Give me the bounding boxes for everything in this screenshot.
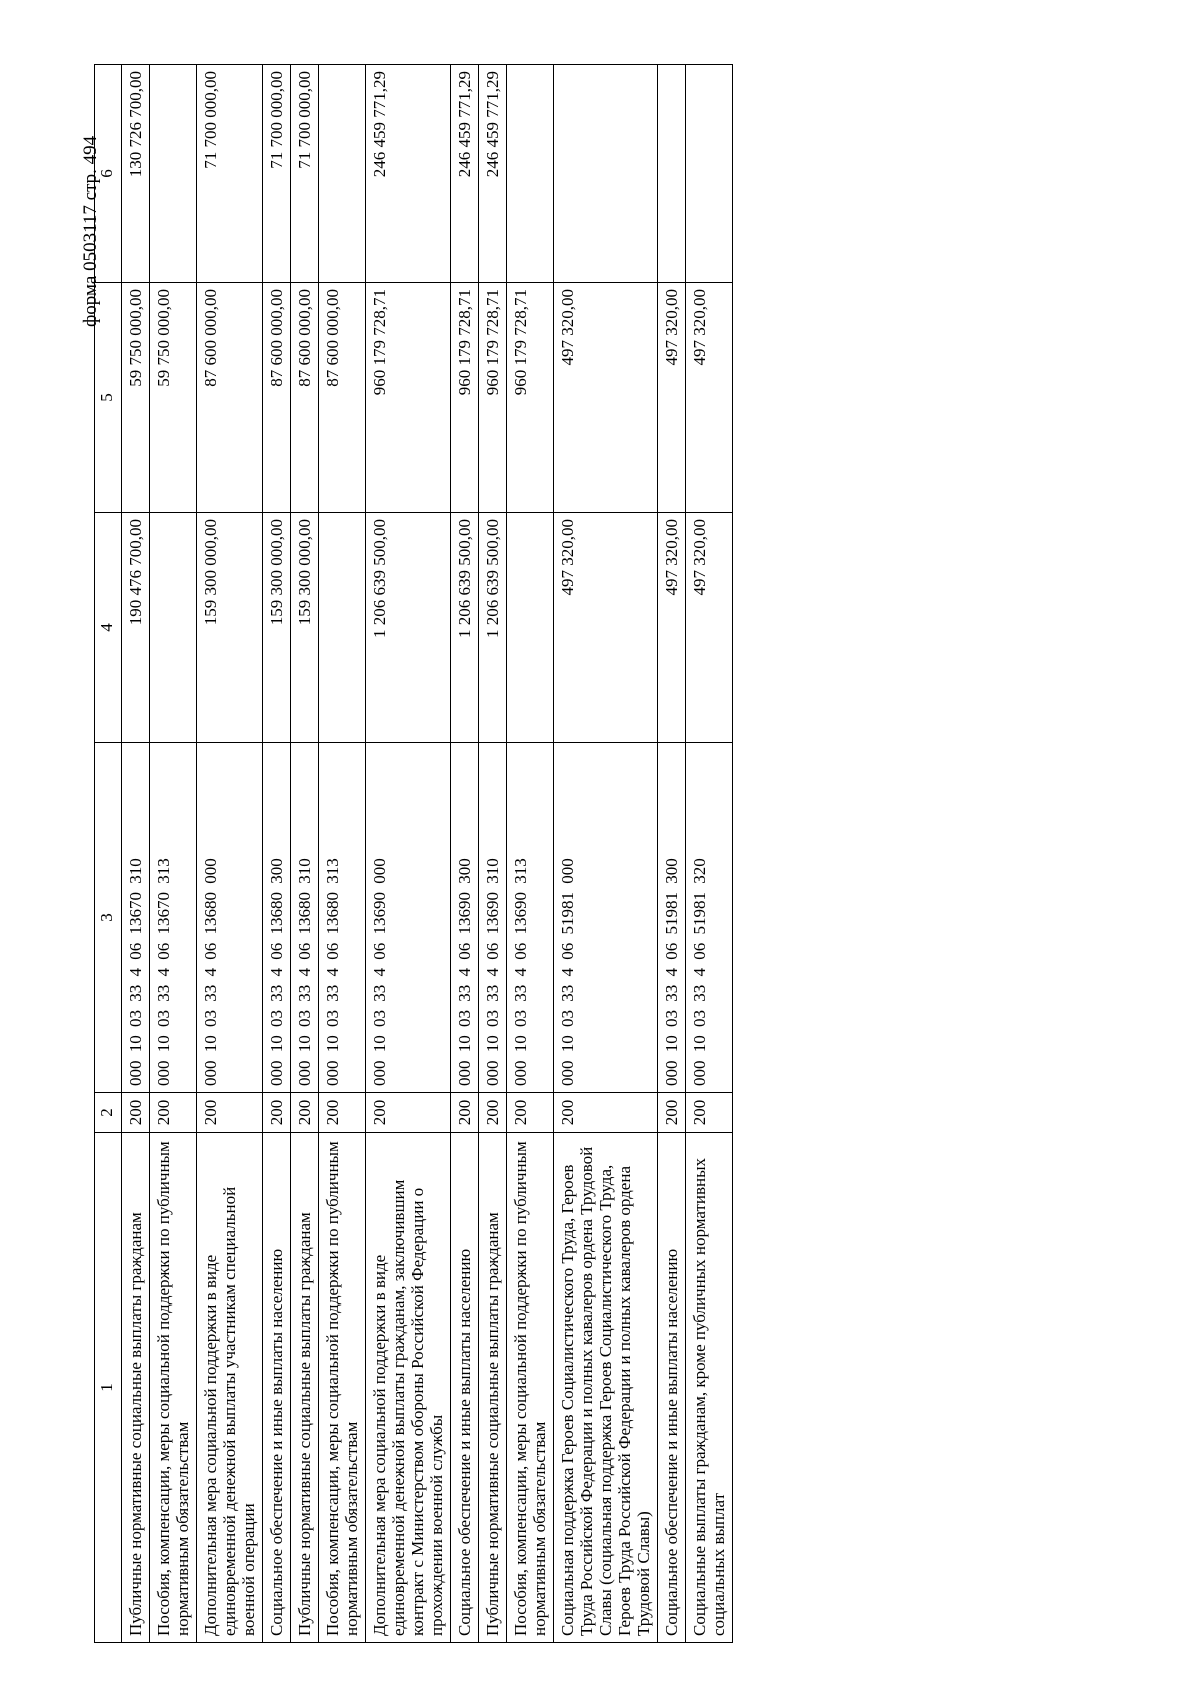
- unexecuted-amount-cell: [554, 65, 658, 283]
- table-row: [366, 65, 451, 1643]
- table-row: [554, 65, 658, 1643]
- approved-amount-cell: 1 206 639 500,00: [479, 513, 507, 743]
- column-header: 4: [95, 513, 122, 743]
- classification-code-cell: 000 10 03 33 4 06 13690 310: [479, 743, 507, 1093]
- approved-amount-cell: 497 320,00: [658, 513, 686, 743]
- approved-amount-cell: 497 320,00: [686, 513, 733, 743]
- table-row: [291, 65, 319, 1643]
- unexecuted-amount-cell: 246 459 771,29: [366, 65, 451, 283]
- classification-code-cell: 000 10 03 33 4 06 13680 300: [263, 743, 291, 1093]
- table-row: [150, 65, 197, 1643]
- classification-code-cell: 000 10 03 33 4 06 51981 000: [554, 743, 658, 1093]
- column-header: 6: [95, 65, 122, 283]
- unexecuted-amount-cell: [150, 65, 197, 283]
- row-code-cell: 200: [554, 1093, 658, 1133]
- executed-amount-cell: 59 750 000,00: [150, 283, 197, 513]
- executed-amount-cell: 87 600 000,00: [291, 283, 319, 513]
- row-name-cell: Публичные нормативные социальные выплаты гражданам: [122, 1133, 150, 1643]
- row-name-cell: Дополнительная мера социальной поддержки в виде единовременной денежной выплаты гражданам, заключившим контракт с Министерством обороны Российской Федерации о прохождении военной службы: [366, 1133, 451, 1643]
- executed-amount-cell: 87 600 000,00: [263, 283, 291, 513]
- unexecuted-amount-cell: [319, 65, 366, 283]
- row-code-cell: 200: [122, 1093, 150, 1133]
- classification-code-cell: 000 10 03 33 4 06 13680 310: [291, 743, 319, 1093]
- row-code-cell: 200: [451, 1093, 479, 1133]
- approved-amount-cell: 159 300 000,00: [197, 513, 263, 743]
- executed-amount-cell: 960 179 728,71: [366, 283, 451, 513]
- row-name-cell: Социальное обеспечение и иные выплаты населению: [658, 1133, 686, 1643]
- row-name-cell: Социальное обеспечение и иные выплаты населению: [451, 1133, 479, 1643]
- executed-amount-cell: 497 320,00: [686, 283, 733, 513]
- classification-code-cell: 000 10 03 33 4 06 13670 313: [150, 743, 197, 1093]
- approved-amount-cell: [150, 513, 197, 743]
- table-row: [319, 65, 366, 1643]
- table-row: [451, 65, 479, 1643]
- classification-code-cell: 000 10 03 33 4 06 13680 313: [319, 743, 366, 1093]
- row-name-cell: Дополнительная мера социальной поддержки в виде единовременной денежной выплаты участникам специальной военной операции: [197, 1133, 263, 1643]
- table-row: [122, 65, 150, 1643]
- unexecuted-amount-cell: [686, 65, 733, 283]
- column-header: 1: [95, 1133, 122, 1643]
- row-name-cell: Пособия, компенсации, меры социальной поддержки по публичным нормативным обязательствам: [150, 1133, 197, 1643]
- unexecuted-amount-cell: 71 700 000,00: [291, 65, 319, 283]
- approved-amount-cell: 1 206 639 500,00: [366, 513, 451, 743]
- row-code-cell: 200: [291, 1093, 319, 1133]
- row-name-cell: Публичные нормативные социальные выплаты гражданам: [291, 1133, 319, 1643]
- approved-amount-cell: 497 320,00: [554, 513, 658, 743]
- executed-amount-cell: 497 320,00: [554, 283, 658, 513]
- row-name-cell: Публичные нормативные социальные выплаты гражданам: [479, 1133, 507, 1643]
- classification-code-cell: 000 10 03 33 4 06 13680 000: [197, 743, 263, 1093]
- classification-code-cell: 000 10 03 33 4 06 13670 310: [122, 743, 150, 1093]
- row-code-cell: 200: [686, 1093, 733, 1133]
- executed-amount-cell: 87 600 000,00: [197, 283, 263, 513]
- approved-amount-cell: 159 300 000,00: [291, 513, 319, 743]
- unexecuted-amount-cell: 71 700 000,00: [263, 65, 291, 283]
- table-row: [658, 65, 686, 1643]
- table-row: [263, 65, 291, 1643]
- approved-amount-cell: 190 476 700,00: [122, 513, 150, 743]
- table-row: [686, 65, 733, 1643]
- row-code-cell: 200: [197, 1093, 263, 1133]
- unexecuted-amount-cell: 246 459 771,29: [451, 65, 479, 283]
- row-code-cell: 200: [507, 1093, 554, 1133]
- row-code-cell: 200: [658, 1093, 686, 1133]
- row-name-cell: Социальные выплаты гражданам, кроме публичных нормативных социальных выплат: [686, 1133, 733, 1643]
- row-name-cell: Пособия, компенсации, меры социальной поддержки по публичным нормативным обязательствам: [319, 1133, 366, 1643]
- unexecuted-amount-cell: 246 459 771,29: [479, 65, 507, 283]
- column-header: 3: [95, 743, 122, 1093]
- row-code-cell: 200: [150, 1093, 197, 1133]
- unexecuted-amount-cell: [658, 65, 686, 283]
- approved-amount-cell: [319, 513, 366, 743]
- report-body: [122, 65, 733, 1643]
- row-code-cell: 200: [479, 1093, 507, 1133]
- row-name-cell: Социальное обеспечение и иные выплаты населению: [263, 1133, 291, 1643]
- executed-amount-cell: 87 600 000,00: [319, 283, 366, 513]
- table-row: [479, 65, 507, 1643]
- executed-amount-cell: 960 179 728,71: [507, 283, 554, 513]
- approved-amount-cell: 1 206 639 500,00: [451, 513, 479, 743]
- row-code-cell: 200: [263, 1093, 291, 1133]
- row-name-cell: Пособия, компенсации, меры социальной поддержки по публичным нормативным обязательствам: [507, 1133, 554, 1643]
- table-row: [507, 65, 554, 1643]
- executed-amount-cell: 960 179 728,71: [451, 283, 479, 513]
- row-code-cell: 200: [366, 1093, 451, 1133]
- approved-amount-cell: [507, 513, 554, 743]
- unexecuted-amount-cell: 71 700 000,00: [197, 65, 263, 283]
- header-row: [95, 65, 122, 1643]
- classification-code-cell: 000 10 03 33 4 06 13690 300: [451, 743, 479, 1093]
- unexecuted-amount-cell: [507, 65, 554, 283]
- form-label: форма 0503117 стр. 494: [80, 135, 101, 327]
- unexecuted-amount-cell: 130 726 700,00: [122, 65, 150, 283]
- column-header: 5: [95, 283, 122, 513]
- classification-code-cell: 000 10 03 33 4 06 51981 300: [658, 743, 686, 1093]
- classification-code-cell: 000 10 03 33 4 06 51981 320: [686, 743, 733, 1093]
- approved-amount-cell: 159 300 000,00: [263, 513, 291, 743]
- executed-amount-cell: 497 320,00: [658, 283, 686, 513]
- row-code-cell: 200: [319, 1093, 366, 1133]
- row-name-cell: Социальная поддержка Героев Социалистического Труда, Героев Труда Российской Федерации и полных кавалеров ордена Трудовой Славы (социальная поддержка Героев Социалистического Труда, Героев Труда Российской Федерации и полных кавалеров ордена Трудовой Славы): [554, 1133, 658, 1643]
- report-table: [94, 64, 733, 1643]
- executed-amount-cell: 960 179 728,71: [479, 283, 507, 513]
- classification-code-cell: 000 10 03 33 4 06 13690 313: [507, 743, 554, 1093]
- executed-amount-cell: 59 750 000,00: [122, 283, 150, 513]
- column-header: 2: [95, 1093, 122, 1133]
- table-row: [197, 65, 263, 1643]
- classification-code-cell: 000 10 03 33 4 06 13690 000: [366, 743, 451, 1093]
